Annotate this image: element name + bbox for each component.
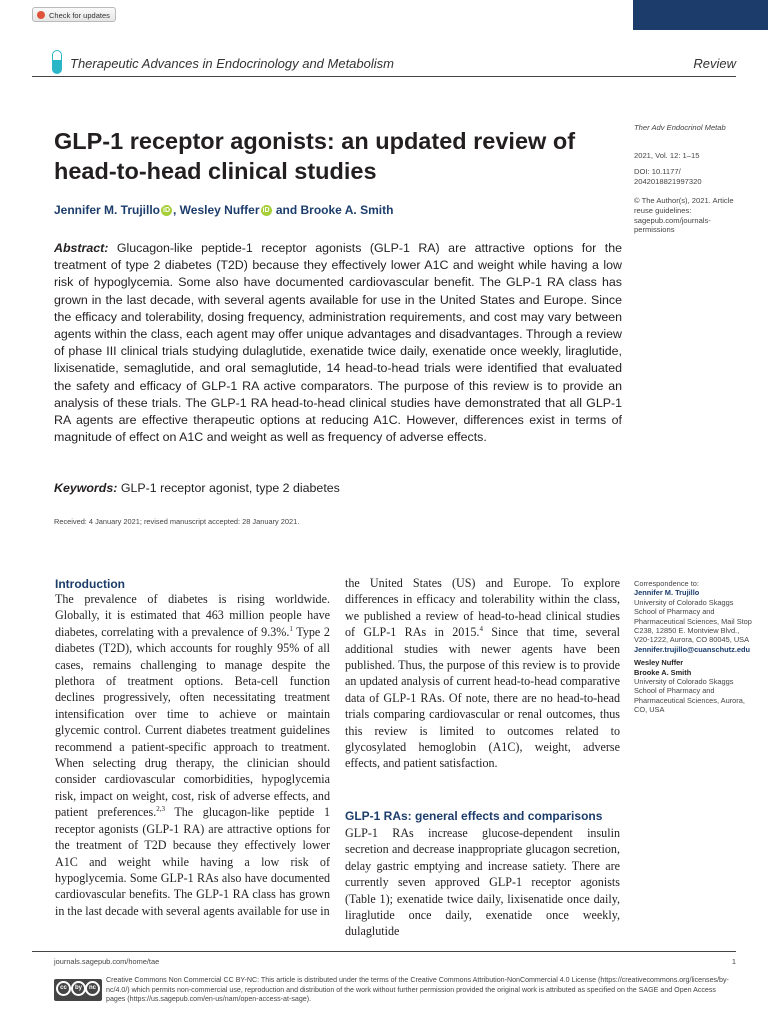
author-name[interactable]: Jennifer M. Trujillo	[54, 203, 161, 217]
by-icon: by	[71, 981, 86, 996]
article-type: Review	[693, 56, 736, 71]
body-text: The prevalence of diabetes is rising worldwide. Globally, it is estimated that 463 million people have diabetes, correlating with a prevalence of 9.3%.	[55, 592, 330, 639]
section-heading-introduction: Introduction	[55, 577, 125, 591]
intro-column-1	[55, 591, 330, 919]
correspondent-name: Jennifer M. Trujillo	[634, 588, 700, 598]
correspondent-address: University of Colorado Skaggs School of Pharmacy and Pharmaceutical Sciences, Mail Stop C238, 12850 E. Montview Blvd., V20-1222, Aurora, CO 80045, USA	[634, 597, 752, 645]
cc-icon: cc	[56, 981, 71, 996]
author-name[interactable]: and Brooke A. Smith	[272, 203, 394, 217]
header-divider	[32, 76, 736, 77]
journal-tab-icon	[52, 50, 62, 74]
citation[interactable]: 4	[479, 625, 483, 634]
coauthor-address: University of Colorado Skaggs School of Pharmacy and Pharmaceutical Sciences, Aurora, CO, USA	[634, 677, 745, 715]
body-text: The glucagon-like peptide 1 receptor agonists (GLP-1 RA) are attractive options for the treatment of T2D because they effectively lower A1C and weight while having a low risk of hypoglycemia. Some GLP-1 RAs also have documented cardiovascular benefits. The GLP-1 RA class has grown in the last decade with several agents available for use in	[55, 805, 330, 918]
check-updates-label: Check for updates	[49, 11, 110, 20]
citation[interactable]: 2,3	[156, 805, 165, 814]
keywords-text: GLP-1 receptor agonist, type 2 diabetes	[120, 481, 340, 495]
correspondent-email[interactable]: Jennifer.trujillo@cuanschutz.edu	[634, 644, 751, 654]
orcid-icon[interactable]: iD	[262, 207, 270, 214]
author-list	[54, 203, 393, 217]
nc-icon: nc	[85, 981, 100, 996]
body-text: the United States (US) and Europe. To explore differences in efficacy and tolerability within the class, we published a review of head-to-head clinical studies of GLP-1 RAs in 2015.	[345, 576, 620, 640]
page-number: 1	[731, 957, 736, 966]
journal-name: Therapeutic Advances in Endocrinology and Metabolism	[70, 56, 394, 71]
abstract-label: Abstract:	[54, 241, 109, 255]
citation[interactable]: 1	[289, 624, 293, 633]
correspondence-block	[634, 579, 754, 715]
section2-text: GLP-1 RAs increase glucose-dependent insulin secretion and decrease inappropriate glucagon secretion, delay gastric emptying and increase satiety. There are currently seven approved GLP-1 receptor agonists (Table 1); exenatide twice daily, lixisenatide once daily, liraglutide once daily, exenatide once weekly, dulaglutide	[345, 826, 620, 939]
body-text: Since that time, several additional studies with newer agents have been published. Thus, the purpose of this review is to provide an updated analysis of current head-to-head comparative data of GLP-1 RAs. Of note, there are no head-to-head trials comparing cardiovascular or renal outcomes, thus this review is limited to outcomes related to glycosylated hemoglobin (A1C), weight, adverse effects, and patient satisfaction.	[345, 625, 621, 771]
journal-url[interactable]: journals.sagepub.com/home/tae	[54, 957, 160, 966]
check-updates-icon	[37, 11, 45, 19]
cc-license-badge[interactable]	[54, 979, 102, 1001]
corner-brand-block	[633, 0, 768, 30]
footer-divider	[32, 951, 736, 952]
received-dates: Received: 4 January 2021; revised manuscript accepted: 28 January 2021.	[54, 517, 300, 526]
keywords	[54, 481, 340, 495]
coauthor-name: Wesley Nuffer	[634, 658, 684, 668]
journal-abbrev: Ther Adv Endocrinol Metab	[634, 123, 726, 132]
copyright-notice: © The Author(s), 2021. Article reuse guidelines: sagepub.com/journals-permissions	[634, 196, 734, 235]
check-for-updates-button[interactable]	[32, 7, 116, 22]
license-text: Creative Commons Non Commercial CC BY-NC: This article is distributed under the terms of the Creative Commons Attribution-NonCommercial 4.0 License (https://creativecommons.org/licenses/by-nc/4.0/) which permits non-commercial use, reproduction and distribution of the work without further permission provided the original work is attributed as specified on the SAGE and Open Access pages (https://us.sagepub.com/en-us/nam/open-access-at-sage).	[106, 976, 729, 1004]
doi[interactable]: DOI: 10.1177/ 2042018821997320	[634, 167, 702, 186]
author-name[interactable]: , Wesley Nuffer	[173, 203, 260, 217]
volume-info: 2021, Vol. 12: 1–15	[634, 151, 700, 160]
correspondence-label: Correspondence to:	[634, 579, 699, 588]
article-title: GLP-1 receptor agonists: an updated review of head-to-head clinical studies	[54, 128, 576, 184]
abstract	[54, 240, 622, 446]
orcid-icon[interactable]: iD	[163, 207, 171, 214]
coauthor-name: Brooke A. Smith	[634, 667, 692, 677]
abstract-text: Glucagon-like peptide-1 receptor agonists (GLP-1 RA) are attractive options for the treatment of type 2 diabetes (T2D) because they effectively lower A1C and weight while having a low risk of hypoglycemia. Some also have documented cardiovascular benefit. The GLP-1 RA class has grown in the last decade, with several agents available for use in the United States and Europe. Since the efficacy and tolerability, dosing frequency, administration requirements, and cost may vary between agents within the class, each agent may offer unique advantages and disadvantages. Through a review of phase III clinical trials studying dulaglutide, exenatide twice daily, exenatide once weekly, liraglutide, lixisenatide, semaglutide, and oral semaglutide, 14 head-to-head trials were identified that evaluated the safety and efficacy of GLP-1 RA active comparators. The purpose of this review is to provide an analysis of these trials. The GLP-1 RA head-to-head clinical studies have demonstrated that all GLP-1 RA agents are effective therapeutic options at reducing A1C. However, differences exist in terms of magnitude of effect on A1C and weight as well as frequency of adverse effects.	[54, 241, 622, 445]
intro-column-2	[345, 575, 620, 772]
keywords-label: Keywords:	[54, 481, 118, 495]
body-text: Type 2 diabetes (T2D), which accounts for roughly 95% of all cases, remains challenging to manage despite the plethora of treatment options. Beta-cell function declines progressively, often necessitating treatment intensification over time to achieve or maintain glycemic control. Current diabetes treatment guidelines recommend a patient-specific approach to treatment. When selecting drug therapy, the clinician should consider cardiovascular comorbidities, hypoglycemia risk, impact on weight, cost, risk of adverse effects, and patient preferences.	[55, 624, 330, 820]
section-heading-glp1: GLP-1 RAs: general effects and comparisons	[345, 809, 603, 823]
